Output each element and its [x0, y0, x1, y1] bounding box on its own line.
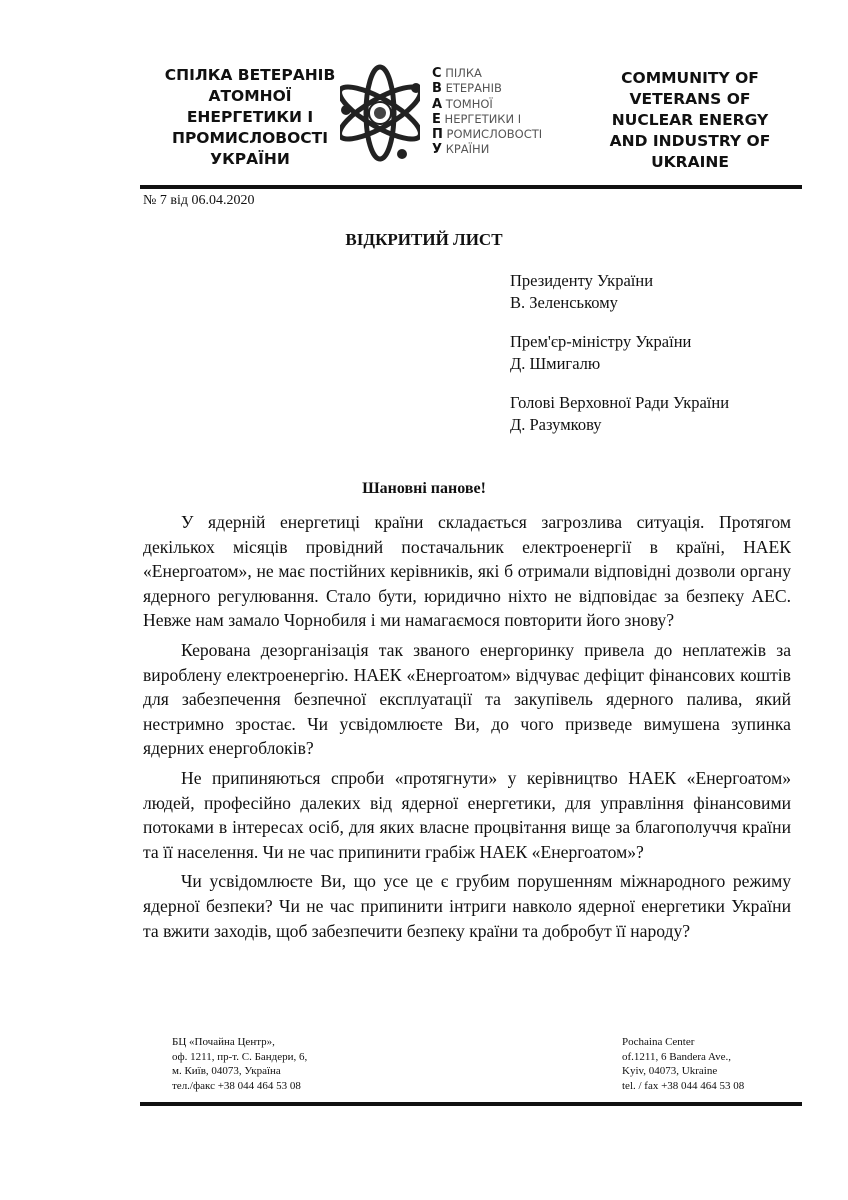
footer-line: БЦ «Почайна Центр»,	[172, 1036, 275, 1048]
addressee	[510, 392, 729, 436]
paragraph: У ядерній енергетиці країни складається загрозлива ситуація. Протягом декількох місяців провідний постачальник електроенергії в країні, НАЕК «Енергоатом», не має постійних керівників, які б отримали відповідні дозволи органу ядерного регулювання. Стало бути, юридично ніхто не відповідає за безпеку АЕС. Невже нам замало Чорнобиля і ми намагаємося повторити його знову?	[143, 512, 791, 631]
org-name-line: СПІЛКА ВЕТЕРАНІВ	[164, 66, 336, 84]
org-name-line: ЕНЕРГЕТИКИ І	[186, 108, 314, 126]
logo-initial: Е	[432, 111, 441, 127]
paragraph: Чи усвідомлюєте Ви, що усе це є грубим порушенням міжнародного режиму ядерної безпеки? Чи не час припинити інтриги навколо ядерної енергетики України та вжити заходів, щоб забезпечити безпеку країни та добробут її народу?	[143, 871, 791, 941]
footer-line: Pochaina Center	[622, 1036, 695, 1048]
addressee-name: В. Зеленському	[510, 293, 618, 312]
salutation: Шановні панове!	[362, 480, 486, 497]
addressee-name: Д. Разумкову	[510, 415, 602, 434]
org-name-line: УКРАЇНИ	[210, 150, 290, 168]
org-name-line: AND INDUSTRY OF	[609, 132, 771, 150]
logo-initial: В	[432, 81, 442, 97]
logo-initial: А	[432, 96, 443, 112]
org-name-ukrainian	[130, 65, 370, 170]
logo-line	[432, 81, 542, 96]
logo-word: НЕРГЕТИКИ І	[444, 111, 522, 126]
addressee-position: Президенту України	[510, 271, 654, 290]
paragraph: Не припиняються спроби «протягнути» у керівництво НАЕК «Енергоатом» людей, професійно далеких від ядерної енергетики, для управління фінансовими потоками в інтересах осіб, для яких власне процвітання вище за благополуччя країни та її населення. Чи не час припинити грабіж НАЕК «Енергоатом»?	[143, 767, 791, 862]
footer-line: tel. / fax +38 044 464 53 08	[622, 1079, 745, 1092]
logo-initial: П	[432, 127, 443, 143]
letter-title: ВІДКРИТИЙ ЛИСТ	[345, 230, 503, 249]
org-name-line: COMMUNITY OF	[621, 69, 759, 87]
logo-line	[432, 127, 542, 142]
footer-address-ukrainian	[172, 1035, 307, 1093]
logo-line	[432, 97, 542, 112]
footer-divider	[140, 1102, 802, 1106]
addressee-position: Голові Верховної Ради України	[510, 393, 730, 412]
logo-acronym	[432, 66, 542, 158]
org-name-line: АТОМНОЇ	[208, 87, 292, 105]
logo-word: РОМИСЛОВОСТІ	[446, 127, 543, 142]
addressee	[510, 270, 653, 314]
letter-reference: № 7 від 06.04.2020	[143, 193, 255, 208]
footer-line: тел./факс +38 044 464 53 08	[172, 1079, 301, 1092]
org-name-line: ПРОМИСЛОВОСТІ	[171, 129, 329, 147]
logo-line	[432, 112, 542, 127]
footer-line: Kyiv, 04073, Ukraine	[622, 1065, 718, 1077]
logo-word: КРАЇНИ	[445, 142, 490, 157]
paragraph: Керована дезорганізація так званого енергоринку привела до неплатежів за вироблену електроенергію. НАЕК «Енергоатом» відчуває дефіцит фінансових коштів для забезпечення безпечної експлуатації та закупівель ядерного палива, який нестримно зростає. Чи усвідомлюєте Ви, до чого призведе вимушена зупинка ядерних енергоблоків?	[143, 639, 791, 759]
org-name-line: VETERANS OF	[629, 90, 751, 108]
logo-line	[432, 142, 542, 157]
footer-line: оф. 1211, пр-т. С. Бандери, 6,	[172, 1050, 308, 1063]
org-name-english	[580, 68, 800, 173]
letter-body	[143, 510, 791, 948]
addressee-name: Д. Шмигалю	[510, 354, 601, 373]
org-name-line: UKRAINE	[651, 153, 729, 171]
logo-line	[432, 66, 542, 81]
addressee	[510, 331, 691, 375]
logo-initial: С	[432, 66, 442, 81]
addressee-position: Прем'єр-міністру України	[510, 332, 692, 351]
header-divider	[140, 185, 802, 189]
atom-logo-icon	[340, 58, 420, 168]
logo-word: ЕТЕРАНІВ	[445, 81, 502, 96]
footer-line: м. Київ, 04073, Україна	[172, 1065, 281, 1077]
org-name-line: NUCLEAR ENERGY	[611, 111, 769, 129]
footer-address-english	[622, 1035, 744, 1093]
logo-word: ТОМНОЇ	[445, 96, 493, 111]
footer-line: of.1211, 6 Bandera Ave.,	[622, 1050, 732, 1063]
logo-initial: У	[432, 142, 443, 158]
logo-word: ПІЛКА	[445, 66, 482, 80]
